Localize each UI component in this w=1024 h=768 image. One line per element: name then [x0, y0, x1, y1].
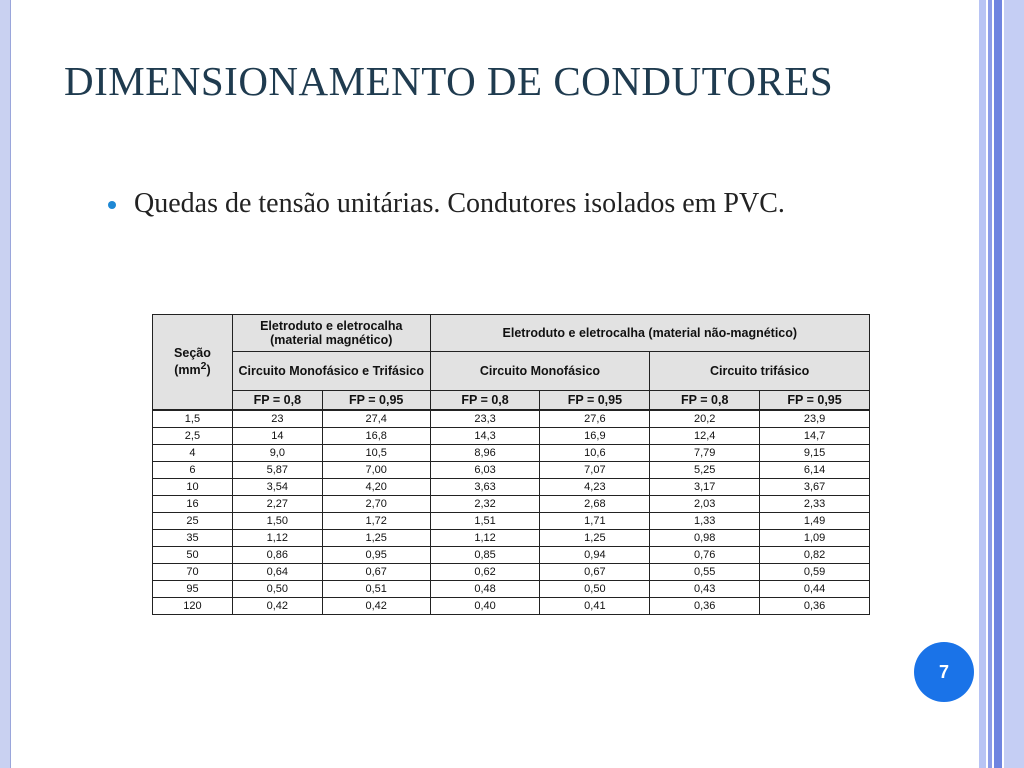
- voltage-drop-cell: 1,33: [650, 513, 760, 530]
- voltage-drop-cell: 0,43: [650, 581, 760, 598]
- voltage-drop-cell: 2,68: [540, 496, 650, 513]
- table-row: [153, 496, 870, 513]
- voltage-drop-cell: 0,98: [650, 530, 760, 547]
- sub-mono-header: Circuito Monofásico: [430, 352, 650, 391]
- voltage-drop-cell: 10,6: [540, 445, 650, 462]
- table-row: [153, 445, 870, 462]
- voltage-drop-cell: 8,96: [430, 445, 540, 462]
- voltage-drop-cell: 1,49: [760, 513, 870, 530]
- voltage-drop-table-image: [150, 314, 872, 614]
- voltage-drop-cell: 0,50: [540, 581, 650, 598]
- secao-cell: 16: [153, 496, 233, 513]
- table-row: [153, 581, 870, 598]
- voltage-drop-cell: 4,23: [540, 479, 650, 496]
- voltage-drop-cell: 5,25: [650, 462, 760, 479]
- voltage-drop-cell: 6,14: [760, 462, 870, 479]
- voltage-drop-cell: 0,51: [322, 581, 430, 598]
- table-row: [153, 410, 870, 428]
- voltage-drop-cell: 1,12: [430, 530, 540, 547]
- bullet-item: [108, 186, 868, 222]
- voltage-drop-table: [152, 314, 870, 615]
- voltage-drop-cell: 0,36: [760, 598, 870, 615]
- voltage-drop-cell: 0,85: [430, 547, 540, 564]
- voltage-drop-cell: 23,3: [430, 410, 540, 428]
- voltage-drop-cell: 0,55: [650, 564, 760, 581]
- fp-header: FP = 0,95: [322, 391, 430, 411]
- voltage-drop-cell: 3,63: [430, 479, 540, 496]
- voltage-drop-cell: 0,40: [430, 598, 540, 615]
- table-row: [153, 513, 870, 530]
- voltage-drop-cell: 14,7: [760, 428, 870, 445]
- sub-tri-header: Circuito trifásico: [650, 352, 870, 391]
- voltage-drop-cell: 5,87: [232, 462, 322, 479]
- secao-unit-end: ): [206, 363, 211, 378]
- secao-header: [153, 315, 233, 411]
- page-number-badge: [914, 642, 974, 702]
- table-row: [153, 462, 870, 479]
- voltage-drop-cell: 0,42: [232, 598, 322, 615]
- voltage-drop-cell: 1,50: [232, 513, 322, 530]
- voltage-drop-cell: 0,50: [232, 581, 322, 598]
- voltage-drop-cell: 0,44: [760, 581, 870, 598]
- voltage-drop-cell: 7,07: [540, 462, 650, 479]
- voltage-drop-cell: 0,48: [430, 581, 540, 598]
- voltage-drop-cell: 14,3: [430, 428, 540, 445]
- fp-header: FP = 0,8: [650, 391, 760, 411]
- voltage-drop-cell: 3,17: [650, 479, 760, 496]
- voltage-drop-cell: 2,32: [430, 496, 540, 513]
- voltage-drop-cell: 0,67: [322, 564, 430, 581]
- slide-frame-left: [0, 0, 11, 768]
- group-nonmagnetic-header: Eletroduto e eletrocalha (material não-magnético): [430, 315, 869, 352]
- voltage-drop-cell: 2,03: [650, 496, 760, 513]
- voltage-drop-cell: 12,4: [650, 428, 760, 445]
- secao-cell: 4: [153, 445, 233, 462]
- table-row: [153, 479, 870, 496]
- voltage-drop-cell: 3,67: [760, 479, 870, 496]
- voltage-drop-cell: 4,20: [322, 479, 430, 496]
- voltage-drop-cell: 1,25: [540, 530, 650, 547]
- fp-header: FP = 0,95: [760, 391, 870, 411]
- voltage-drop-cell: 27,4: [322, 410, 430, 428]
- table-row: [153, 547, 870, 564]
- voltage-drop-cell: 2,33: [760, 496, 870, 513]
- secao-label: Seção: [174, 346, 211, 361]
- secao-unit-base: (mm: [174, 363, 201, 378]
- voltage-drop-cell: 16,8: [322, 428, 430, 445]
- voltage-drop-cell: 7,79: [650, 445, 760, 462]
- voltage-drop-cell: 1,12: [232, 530, 322, 547]
- voltage-drop-cell: 1,09: [760, 530, 870, 547]
- voltage-drop-cell: 0,76: [650, 547, 760, 564]
- voltage-drop-cell: 1,71: [540, 513, 650, 530]
- voltage-drop-cell: 0,41: [540, 598, 650, 615]
- bullet-dot-icon: [108, 201, 116, 209]
- secao-cell: 95: [153, 581, 233, 598]
- voltage-drop-cell: 2,70: [322, 496, 430, 513]
- voltage-drop-cell: 0,82: [760, 547, 870, 564]
- voltage-drop-cell: 7,00: [322, 462, 430, 479]
- voltage-drop-cell: 10,5: [322, 445, 430, 462]
- sub-mono-tri-header: Circuito Monofásico e Trifásico: [232, 352, 430, 391]
- fp-header: FP = 0,8: [232, 391, 322, 411]
- voltage-drop-cell: 23: [232, 410, 322, 428]
- secao-cell: 2,5: [153, 428, 233, 445]
- voltage-drop-cell: 20,2: [650, 410, 760, 428]
- slide-title: DIMENSIONAMENTO DE CONDUTORES: [64, 58, 834, 104]
- voltage-drop-cell: 9,0: [232, 445, 322, 462]
- table-row: [153, 564, 870, 581]
- table-row: [153, 530, 870, 547]
- voltage-drop-cell: 0,67: [540, 564, 650, 581]
- secao-cell: 35: [153, 530, 233, 547]
- secao-cell: 25: [153, 513, 233, 530]
- secao-cell: 6: [153, 462, 233, 479]
- table-row: [153, 428, 870, 445]
- page-number: 7: [938, 661, 949, 682]
- voltage-drop-cell: 2,27: [232, 496, 322, 513]
- secao-cell: 10: [153, 479, 233, 496]
- voltage-drop-cell: 23,9: [760, 410, 870, 428]
- voltage-drop-cell: 1,72: [322, 513, 430, 530]
- voltage-drop-cell: 3,54: [232, 479, 322, 496]
- bullet-text: Quedas de tensão unitárias. Condutores isolados em PVC.: [134, 188, 785, 219]
- fp-header: FP = 0,8: [430, 391, 540, 411]
- voltage-drop-cell: 0,94: [540, 547, 650, 564]
- secao-cell: 1,5: [153, 410, 233, 428]
- fp-header: FP = 0,95: [540, 391, 650, 411]
- secao-cell: 120: [153, 598, 233, 615]
- secao-cell: 50: [153, 547, 233, 564]
- voltage-drop-cell: 1,51: [430, 513, 540, 530]
- voltage-drop-cell: 0,86: [232, 547, 322, 564]
- secao-cell: 70: [153, 564, 233, 581]
- voltage-drop-cell: 0,36: [650, 598, 760, 615]
- voltage-drop-cell: 0,95: [322, 547, 430, 564]
- slide-frame-right: [976, 0, 1024, 768]
- secao-unit-sup: 2: [200, 361, 207, 373]
- voltage-drop-cell: 9,15: [760, 445, 870, 462]
- voltage-drop-cell: 0,59: [760, 564, 870, 581]
- table-row: [153, 598, 870, 615]
- voltage-drop-cell: 1,25: [322, 530, 430, 547]
- voltage-drop-cell: 14: [232, 428, 322, 445]
- voltage-drop-cell: 6,03: [430, 462, 540, 479]
- voltage-drop-cell: 27,6: [540, 410, 650, 428]
- voltage-drop-cell: 16,9: [540, 428, 650, 445]
- voltage-drop-cell: 0,42: [322, 598, 430, 615]
- group-magnetic-header: Eletroduto e eletrocalha (material magnético): [232, 315, 430, 352]
- voltage-drop-cell: 0,64: [232, 564, 322, 581]
- voltage-drop-cell: 0,62: [430, 564, 540, 581]
